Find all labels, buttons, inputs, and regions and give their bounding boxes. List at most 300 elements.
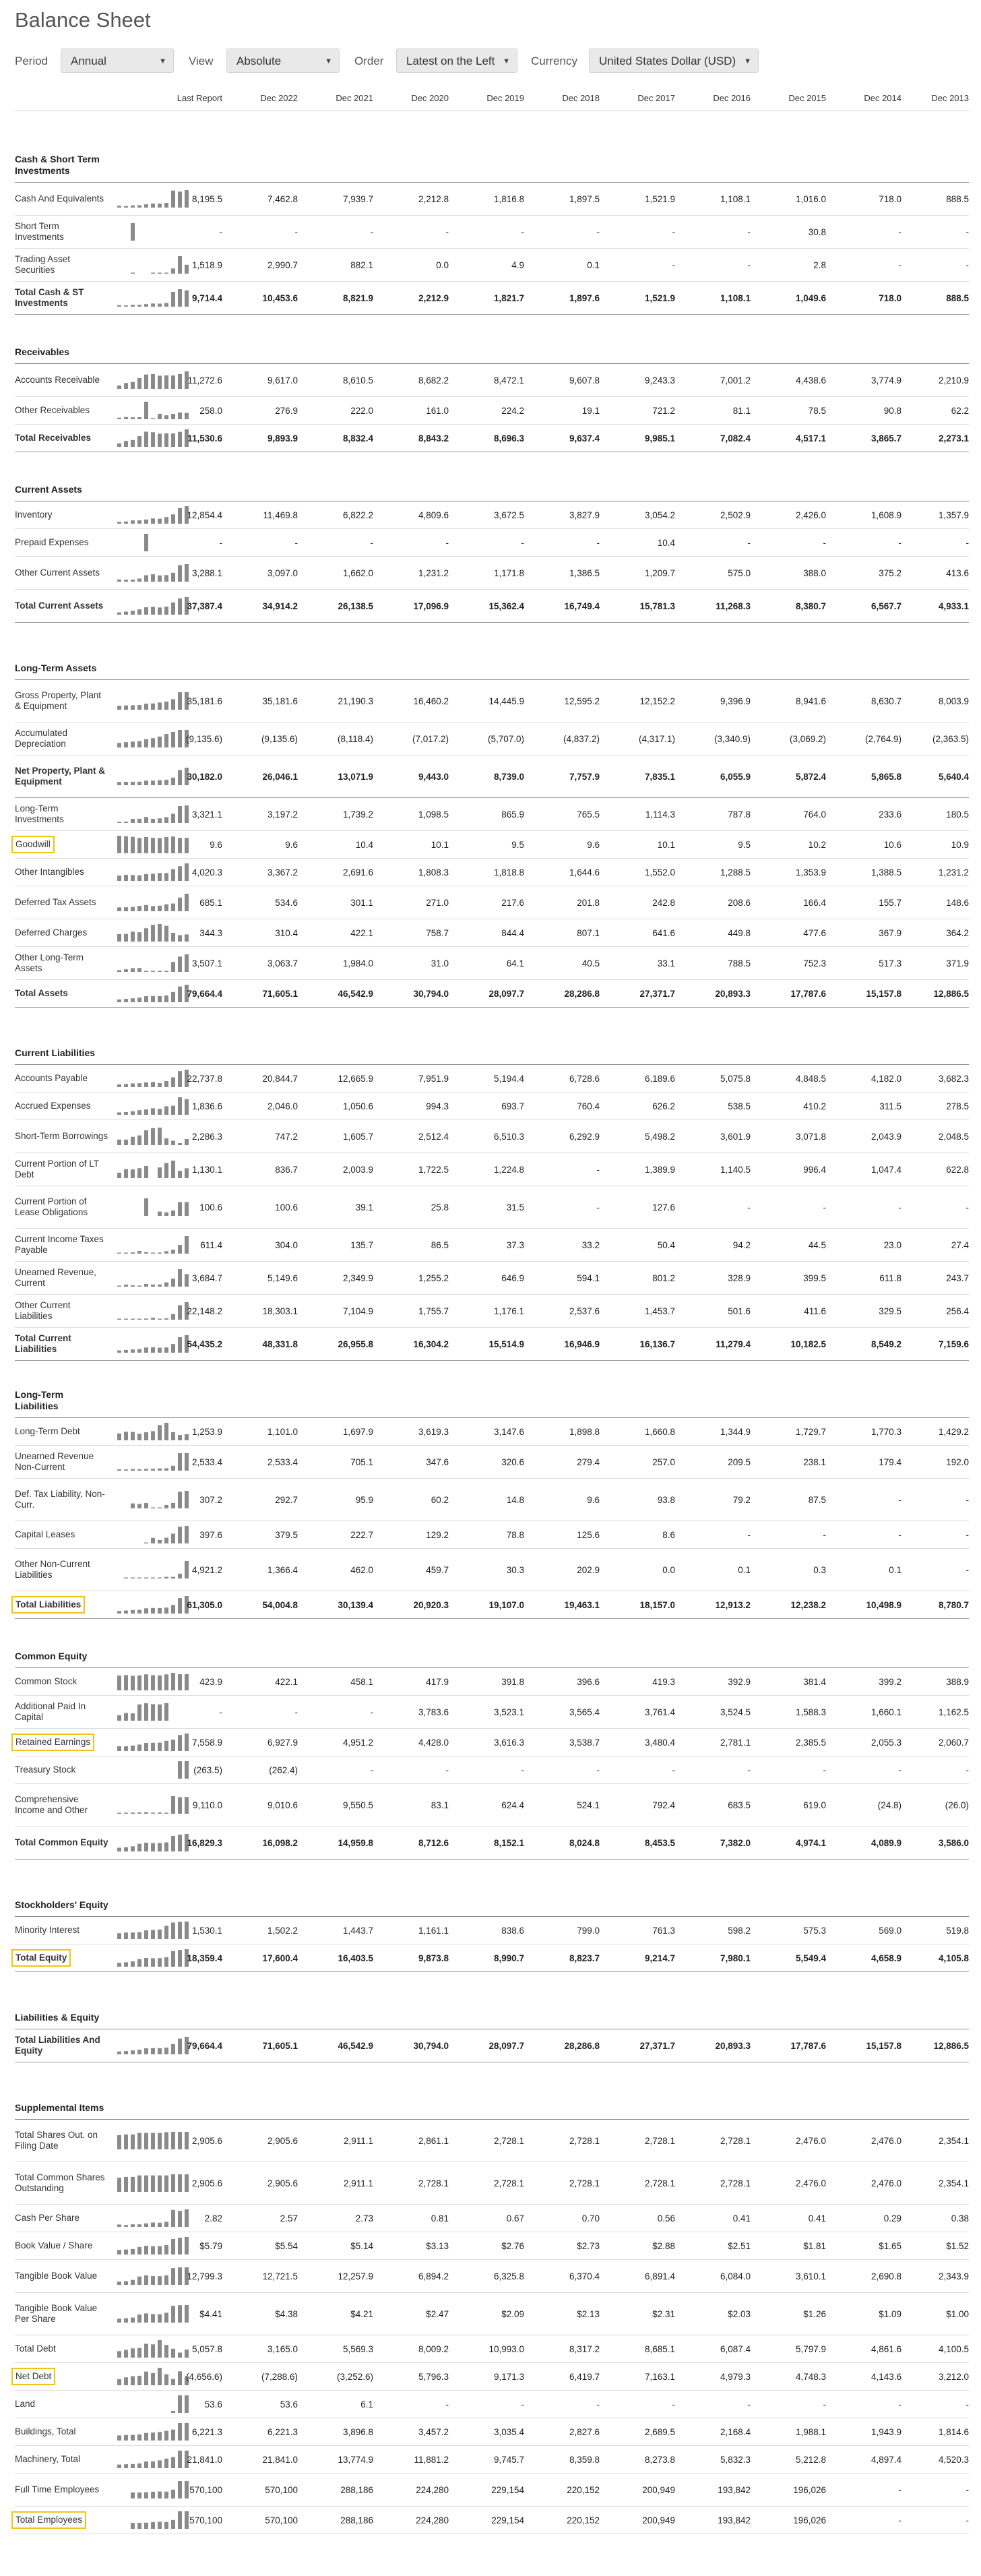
row-label-text: Long-Term Investments <box>15 803 64 824</box>
cell-value: 14,959.8 <box>338 1837 373 1848</box>
cell-value: 11,272.6 <box>187 375 222 386</box>
row-label-text: Accounts Receivable <box>15 375 100 385</box>
sparkline-bar <box>137 205 141 208</box>
table-row[interactable] <box>15 2205 969 2232</box>
sparkline-bar <box>124 580 128 582</box>
cell-value: 222.0 <box>350 405 373 416</box>
cell-value: 8,549.2 <box>871 1339 901 1349</box>
row-label-text: Gross Property, Plant & Equipment <box>15 690 102 711</box>
cell-value: 0.0 <box>436 259 449 270</box>
sparkline-bar <box>131 417 135 419</box>
row-label <box>15 2162 109 2204</box>
cell-value: 19.1 <box>581 405 600 416</box>
row-label-text: Goodwill <box>11 836 55 853</box>
table-row[interactable] <box>15 1729 969 1756</box>
cell-value: - <box>747 537 751 548</box>
table-row[interactable] <box>15 1295 969 1328</box>
cell-value: 4,089.9 <box>871 1837 901 1848</box>
table-row[interactable] <box>15 2260 969 2293</box>
cell-value: 193,842 <box>718 2515 751 2525</box>
cell-value: 7,835.1 <box>644 771 675 782</box>
cell-value: 792.4 <box>652 1800 675 1810</box>
table-row[interactable] <box>15 1229 969 1262</box>
table-row[interactable] <box>15 216 969 249</box>
sparkline-bar <box>137 705 141 710</box>
cell-value: 3,610.1 <box>795 2271 826 2281</box>
cell-value: 30,139.4 <box>338 1599 373 1610</box>
cell-value: $2.47 <box>426 2308 449 2319</box>
row-label-text: Minority Interest <box>15 1925 80 1935</box>
table-row[interactable] <box>15 1521 969 1549</box>
sparkline-bar <box>117 1847 121 1851</box>
table-row[interactable] <box>15 2474 969 2507</box>
sparkline-bar <box>117 443 121 447</box>
cell-value: 4,933.1 <box>938 601 969 611</box>
sparkline-bar <box>124 1847 128 1851</box>
row-label-text: Machinery, Total <box>15 2454 81 2464</box>
table-row[interactable] <box>15 2120 969 2162</box>
table-row[interactable] <box>15 529 969 557</box>
row-label-text: Inventory <box>15 510 53 520</box>
cell-value: 364.2 <box>946 927 969 938</box>
table-row[interactable] <box>15 1784 969 1827</box>
cell-value: 10.9 <box>951 839 969 850</box>
cell-value: 8,821.9 <box>342 293 373 303</box>
cell-value: 2,533.4 <box>267 1456 298 1467</box>
table-row[interactable] <box>15 798 969 831</box>
cell-value: 2,905.6 <box>267 2178 298 2188</box>
cell-value: 7,082.4 <box>720 433 751 443</box>
cell-value: 392.9 <box>728 1676 751 1687</box>
cell-value: - <box>898 1202 901 1213</box>
table-row[interactable] <box>15 1549 969 1591</box>
table-row[interactable] <box>15 919 969 947</box>
cell-value: 4,658.9 <box>871 1953 901 1963</box>
section-title: Current Assets <box>15 484 82 495</box>
cell-value: - <box>966 226 969 237</box>
sparkline-bar <box>124 2464 128 2468</box>
row-label <box>15 2474 109 2506</box>
table-row[interactable] <box>15 2162 969 2205</box>
cell-value: 8,152.1 <box>493 1837 524 1848</box>
table-row[interactable] <box>15 1944 969 1972</box>
cell-value: 1,662.0 <box>342 568 373 578</box>
cell-value: 1,660.8 <box>644 1426 675 1437</box>
table-row[interactable] <box>15 980 969 1008</box>
table-row[interactable] <box>15 723 969 756</box>
row-label <box>15 1186 109 1228</box>
cell-value: 1,770.3 <box>871 1426 901 1437</box>
sparkline-bar <box>137 1469 141 1471</box>
cell-value: 7,104.9 <box>342 1306 373 1316</box>
cell-value: 9,110.0 <box>192 1800 222 1810</box>
table-row[interactable] <box>15 282 969 315</box>
cell-value: 12,665.9 <box>338 1073 373 1084</box>
sparkline-bar <box>131 1137 135 1145</box>
cell-value: 626.2 <box>652 1101 675 1111</box>
row-label <box>15 1827 109 1859</box>
row-label <box>15 1521 109 1548</box>
sparkline-bar <box>137 819 141 823</box>
sparkline-bar <box>137 1812 141 1814</box>
table-row[interactable] <box>15 2335 969 2363</box>
cell-value: 86.5 <box>431 1239 449 1250</box>
cell-value: - <box>966 2399 969 2410</box>
cell-value: 6,510.3 <box>493 1131 524 1142</box>
sparkline-bar <box>124 1578 128 1579</box>
cell-value: 594.1 <box>577 1272 600 1283</box>
sparkline-bar <box>131 837 135 853</box>
sparkline-bar <box>131 1432 135 1440</box>
cell-value: 3,457.2 <box>418 2426 449 2437</box>
cell-value: 1,443.7 <box>342 1925 373 1936</box>
sparkline-bar <box>124 822 128 823</box>
sparkline-bar <box>137 2224 141 2227</box>
table-row[interactable] <box>15 1591 969 1619</box>
cell-value: - <box>966 1494 969 1505</box>
cell-value: 1,162.5 <box>938 1707 969 1717</box>
cell-value: 14.8 <box>506 1494 524 1505</box>
cell-value: 1,984.0 <box>342 958 373 969</box>
table-row[interactable] <box>15 2029 969 2062</box>
table-row[interactable] <box>15 501 969 529</box>
table-row[interactable] <box>15 1328 969 1361</box>
cell-value: - <box>445 226 449 237</box>
cell-value: 758.7 <box>426 927 449 938</box>
row-label <box>15 1784 109 1826</box>
cell-value: 9,893.9 <box>267 433 298 443</box>
cell-value: 399.5 <box>803 1272 826 1283</box>
cell-value: 11,881.2 <box>414 2454 449 2465</box>
sparkline-bar <box>124 1253 128 1254</box>
cell-value: 1,818.8 <box>493 867 524 878</box>
table-row[interactable] <box>15 249 969 282</box>
chevron-down-icon: ▼ <box>503 57 510 65</box>
sparkline-bar <box>137 906 141 911</box>
sparkline-bar <box>131 305 135 307</box>
cell-value: 4,020.3 <box>191 867 222 878</box>
table-row[interactable] <box>15 2391 969 2418</box>
table-row[interactable] <box>15 1446 969 1479</box>
cell-value: 4,517.1 <box>795 433 826 443</box>
cell-value: 61,305.0 <box>187 1599 222 1610</box>
cell-value: (3,340.9) <box>714 733 751 744</box>
cell-value: 1,050.6 <box>342 1101 373 1111</box>
cell-value: - <box>370 537 373 548</box>
table-row[interactable] <box>15 1479 969 1521</box>
cell-value: 222.7 <box>350 1529 373 1540</box>
cell-value: 9,396.9 <box>720 696 751 706</box>
sparkline-bar <box>124 1084 128 1087</box>
table-row[interactable] <box>15 1065 969 1093</box>
cell-value: 8,682.2 <box>418 375 449 386</box>
row-label-text: Total Shares Out. on Filing Date <box>15 2130 98 2151</box>
cell-value: 19,107.0 <box>488 1599 524 1610</box>
table-row[interactable] <box>15 590 969 623</box>
table-row[interactable] <box>15 2418 969 2446</box>
cell-value: - <box>966 537 969 548</box>
column-header: Dec 2020 <box>411 93 449 103</box>
sparkline-bar <box>124 2281 128 2285</box>
sparkline-bar <box>137 2463 141 2468</box>
cell-value: 1,588.3 <box>795 1707 826 1717</box>
cell-value: $1.52 <box>946 2240 969 2251</box>
sparkline-bar <box>117 1000 121 1002</box>
table-row[interactable] <box>15 2507 969 2534</box>
row-label <box>15 557 109 589</box>
sparkline-bar <box>117 580 121 582</box>
cell-value: 4,520.3 <box>938 2454 969 2465</box>
cell-value: 1,518.9 <box>191 259 222 270</box>
table-row[interactable] <box>15 1186 969 1229</box>
cell-value: 3,672.5 <box>493 510 524 520</box>
cell-value: 100.6 <box>199 1202 222 1213</box>
cell-value: 888.5 <box>946 193 969 204</box>
cell-value: 12,913.2 <box>715 1599 751 1610</box>
column-header: Dec 2019 <box>486 93 524 103</box>
period-select[interactable]: Annual ▼ <box>61 49 174 73</box>
row-label-text: Short-Term Borrowings <box>15 1131 108 1141</box>
sparkline-bar <box>137 1504 141 1508</box>
cell-value: 2,212.9 <box>418 293 449 303</box>
cell-value: 6,292.9 <box>569 1131 600 1142</box>
cell-value: 1,388.5 <box>871 867 901 878</box>
cell-value: $1.00 <box>946 2308 969 2319</box>
sparkline-bar <box>124 2051 128 2054</box>
cell-value: 9,171.3 <box>493 2371 524 2382</box>
cell-value: 83.1 <box>431 1800 449 1810</box>
cell-value: 1,521.9 <box>644 193 675 204</box>
sparkline-bar <box>137 782 141 785</box>
cell-value: 71,605.1 <box>262 988 298 999</box>
cell-value: 1,521.9 <box>644 293 675 303</box>
cell-value: 2,690.8 <box>871 2271 901 2281</box>
table-row[interactable] <box>15 859 969 886</box>
table-row[interactable] <box>15 2446 969 2474</box>
column-header: Dec 2015 <box>788 93 826 103</box>
table-row[interactable] <box>15 2363 969 2391</box>
sparkline-bar <box>131 1285 135 1287</box>
cell-value: 0.67 <box>506 2213 524 2224</box>
cell-value: 279.4 <box>577 1456 600 1467</box>
sparkline-bar <box>124 969 128 972</box>
cell-value: 81.1 <box>732 405 751 416</box>
cell-value: 388.9 <box>946 1676 969 1687</box>
cell-value: 423.9 <box>199 1676 222 1687</box>
cell-value: 7,757.9 <box>569 771 600 782</box>
table-row[interactable] <box>15 364 969 397</box>
cell-value: 1,697.9 <box>342 1426 373 1437</box>
currency-select[interactable]: United States Dollar (USD) ▼ <box>589 49 759 73</box>
cell-value: $1.09 <box>879 2308 901 2319</box>
cell-value: 1,386.5 <box>569 568 600 578</box>
cell-value: 40.5 <box>581 958 600 969</box>
cell-value: 301.1 <box>350 897 373 908</box>
view-select[interactable]: Absolute ▼ <box>226 49 340 73</box>
sparkline-bar <box>124 305 128 307</box>
table-row[interactable] <box>15 425 969 452</box>
cell-value: 3,321.1 <box>191 809 222 820</box>
sparkline-bar <box>131 2249 135 2255</box>
cell-value: 6,087.4 <box>720 2343 751 2354</box>
column-header-row <box>15 93 969 111</box>
sparkline-bar <box>131 1846 135 1851</box>
cell-value: 2,827.6 <box>569 2426 600 2437</box>
sparkline-bar <box>117 305 121 307</box>
sparkline-bar <box>131 998 135 1002</box>
row-label-text: Unearned Revenue Non-Current <box>15 1451 94 1472</box>
table-row[interactable] <box>15 1418 969 1446</box>
sparkline-bar <box>124 1432 128 1440</box>
sparkline-bar <box>131 1713 135 1721</box>
table-row[interactable] <box>15 1756 969 1784</box>
cell-value: 575.0 <box>728 568 751 578</box>
cell-value: - <box>596 1202 600 1213</box>
sparkline-bar <box>117 836 121 853</box>
cell-value: 2,055.3 <box>871 1737 901 1748</box>
table-row[interactable] <box>15 1093 969 1120</box>
sparkline-bar <box>137 876 141 881</box>
table-row[interactable] <box>15 1120 969 1153</box>
cell-value: - <box>521 2399 524 2410</box>
cell-value: 397.6 <box>199 1529 222 1540</box>
cell-value: 12,721.5 <box>262 2271 298 2281</box>
cell-value: 683.5 <box>728 1800 751 1810</box>
sparkline-bar <box>131 819 135 823</box>
cell-value: - <box>445 537 449 548</box>
cell-value: 30,182.0 <box>187 771 222 782</box>
cell-value: 1,988.1 <box>795 2426 826 2437</box>
cell-value: 202.9 <box>577 1564 600 1575</box>
table-row[interactable] <box>15 1668 969 1696</box>
cell-value: 5,872.4 <box>795 771 826 782</box>
cell-value: - <box>445 2399 449 2410</box>
row-label <box>15 1696 109 1728</box>
cell-value: 3,865.7 <box>871 433 901 443</box>
cell-value: 1,357.9 <box>938 510 969 520</box>
cell-value: 200,949 <box>642 2484 675 2495</box>
table-row[interactable] <box>15 397 969 425</box>
cell-value: $1.65 <box>879 2240 901 2251</box>
table-row[interactable] <box>15 947 969 980</box>
table-row[interactable] <box>15 1262 969 1295</box>
sparkline-bar <box>124 1813 128 1814</box>
order-select[interactable]: Latest on the Left ▼ <box>396 49 517 73</box>
cell-value: 3,774.9 <box>871 375 901 386</box>
table-row[interactable] <box>15 2232 969 2260</box>
table-row[interactable] <box>15 1827 969 1860</box>
cell-value: 30,794.0 <box>413 2040 449 2051</box>
cell-value: 9,010.6 <box>267 1800 298 1810</box>
cell-value: 26,955.8 <box>338 1339 373 1349</box>
cell-value: 8,009.2 <box>418 2343 449 2354</box>
table-row[interactable] <box>15 1696 969 1729</box>
cell-value: 1,231.2 <box>418 568 449 578</box>
cell-value: 196,026 <box>793 2484 826 2495</box>
table-row[interactable] <box>15 1153 969 1186</box>
cell-value: 9.6 <box>587 839 600 850</box>
cell-value: 381.4 <box>803 1676 826 1687</box>
cell-value: 6,822.2 <box>342 510 373 520</box>
sparkline-bar <box>137 436 141 447</box>
currency-label: Currency <box>531 55 577 67</box>
cell-value: 3,212.0 <box>938 2371 969 2382</box>
cell-value: 2.82 <box>204 2213 222 2224</box>
cell-value: 12,854.4 <box>187 510 222 520</box>
sparkline-bar <box>131 1812 135 1814</box>
section-title: Receivables <box>15 346 69 357</box>
cell-value: 6,894.2 <box>418 2271 449 2281</box>
cell-value: 1,161.1 <box>418 1925 449 1936</box>
cell-value: - <box>219 1707 222 1717</box>
cell-value: 8,941.6 <box>795 696 826 706</box>
cell-value: 54,004.8 <box>262 1599 298 1610</box>
row-label <box>15 1479 109 1521</box>
cell-value: 1,821.7 <box>493 293 524 303</box>
cell-value: 16,946.9 <box>564 1339 600 1349</box>
sparkline-bar <box>117 2465 121 2468</box>
sparkline-bar <box>131 273 135 274</box>
table-row[interactable] <box>15 680 969 723</box>
cell-value: 2,476.0 <box>795 2178 826 2188</box>
cell-value: 155.7 <box>879 897 901 908</box>
column-header: Dec 2021 <box>336 93 373 103</box>
sparkline-bar <box>131 2177 135 2192</box>
table-row[interactable] <box>15 2293 969 2335</box>
cell-value: 1,253.9 <box>191 1426 222 1437</box>
cell-value: 7,159.6 <box>938 1339 969 1349</box>
sparkline-bar <box>137 2247 141 2255</box>
table-row[interactable] <box>15 886 969 919</box>
row-label-text: Net Debt <box>11 2368 55 2385</box>
sparkline-bar <box>137 1136 141 1145</box>
cell-value: 2,003.9 <box>342 1164 373 1175</box>
table-row[interactable] <box>15 831 969 859</box>
row-label-text: Retained Earnings <box>11 1734 94 1751</box>
cell-value: 5,194.4 <box>493 1073 524 1084</box>
cell-value: 12,799.3 <box>187 2271 222 2281</box>
cell-value: - <box>823 1202 826 1213</box>
cell-value: 534.6 <box>275 897 298 908</box>
row-label <box>15 216 109 248</box>
row-label-text: Deferred Charges <box>15 927 88 938</box>
table-row[interactable] <box>15 756 969 798</box>
sparkline-bar <box>137 2314 141 2323</box>
cell-value: 46,542.9 <box>338 2040 373 2051</box>
cell-value: 3,619.3 <box>418 1426 449 1437</box>
sparkline-bar <box>117 2052 121 2054</box>
cell-value: 31.5 <box>506 1202 524 1213</box>
cell-value: 5,212.8 <box>795 2454 826 2465</box>
sparkline-bar <box>137 1285 141 1287</box>
cell-value: 2,905.6 <box>191 2178 222 2188</box>
cell-value: 17,787.6 <box>790 2040 826 2051</box>
sparkline-bar <box>117 2135 121 2149</box>
sparkline-bar <box>117 1611 121 1614</box>
table-row[interactable] <box>15 557 969 590</box>
sparkline-bar <box>131 1504 135 1508</box>
cell-value: 3,524.5 <box>720 1707 751 1717</box>
cell-value: 7,939.7 <box>342 193 373 204</box>
cell-value: 166.4 <box>803 897 826 908</box>
cell-value: 22,148.2 <box>187 1306 222 1316</box>
table-row[interactable] <box>15 1917 969 1944</box>
cell-value: - <box>294 226 298 237</box>
sparkline-bar <box>137 2376 141 2385</box>
cell-value: - <box>966 1202 969 1213</box>
table-row[interactable] <box>15 183 969 216</box>
cell-value: 3,147.6 <box>493 1426 524 1437</box>
